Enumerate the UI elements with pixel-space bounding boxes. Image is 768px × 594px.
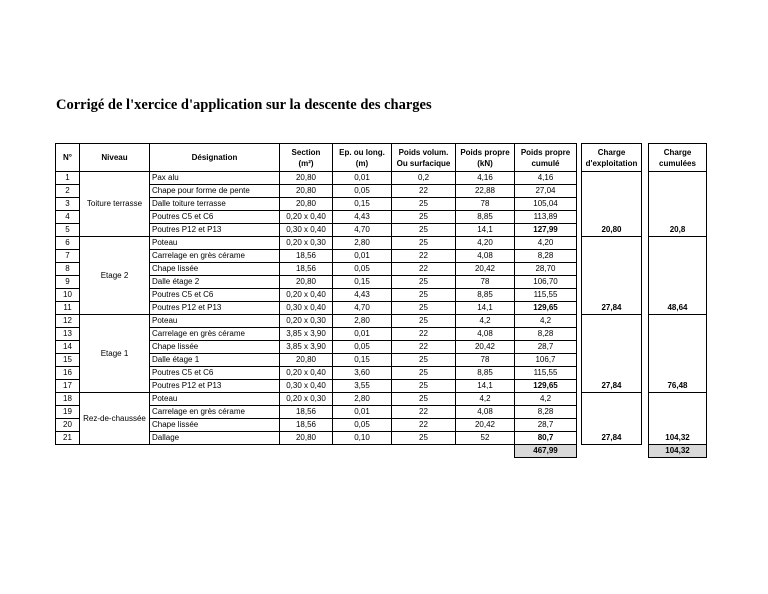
- section-cell: 0,20 x 0,30: [280, 393, 333, 406]
- ep-cell: 0,05: [333, 185, 392, 198]
- table-header-row: [56, 144, 707, 172]
- section-cell: 20,80: [280, 354, 333, 367]
- header-designation: Désignation: [150, 144, 280, 172]
- ep-cell: 4,43: [333, 289, 392, 302]
- poids-propre-cell: 20,42: [456, 341, 515, 354]
- column-gap: [642, 172, 649, 185]
- ep-cell: 0,05: [333, 419, 392, 432]
- poids-vol-cell: 25: [392, 380, 456, 393]
- row-number: 4: [56, 211, 80, 224]
- cumule-cell: 4,2: [515, 393, 577, 406]
- column-gap: [642, 289, 649, 302]
- designation-cell: Dalle étage 1: [150, 354, 280, 367]
- designation-cell: Poutres P12 et P13: [150, 380, 280, 393]
- cumule-cell: 28,7: [515, 341, 577, 354]
- poids-propre-cell: 78: [456, 354, 515, 367]
- header-exploitation-line2: d'exploitation: [585, 158, 638, 168]
- column-gap: [577, 367, 582, 380]
- table-row: [56, 393, 707, 406]
- column-gap: [642, 211, 649, 224]
- section-cell: 0,30 x 0,40: [280, 380, 333, 393]
- poids-vol-cell: 25: [392, 302, 456, 315]
- section-cell: 0,30 x 0,40: [280, 302, 333, 315]
- ep-cell: 0,05: [333, 263, 392, 276]
- level-name: Etage 2: [80, 237, 150, 315]
- poids-vol-cell: 22: [392, 419, 456, 432]
- ep-cell: 0,01: [333, 172, 392, 185]
- poids-propre-cell: 4,08: [456, 328, 515, 341]
- poids-propre-cell: 4,08: [456, 250, 515, 263]
- column-gap: [577, 432, 582, 445]
- poids-vol-cell: 22: [392, 263, 456, 276]
- header-exploitation: [582, 144, 642, 172]
- header-section-line1: Section: [291, 147, 321, 157]
- poids-propre-cell: 20,42: [456, 263, 515, 276]
- row-number: 18: [56, 393, 80, 406]
- header-cumulees-line1: Charge: [663, 147, 692, 157]
- column-gap: [642, 198, 649, 211]
- column-gap: [642, 144, 649, 172]
- cumule-cell: 80,7: [515, 432, 577, 445]
- column-gap: [642, 185, 649, 198]
- column-gap: [642, 367, 649, 380]
- poids-vol-cell: 25: [392, 367, 456, 380]
- column-gap: [577, 276, 582, 289]
- ep-cell: 0,10: [333, 432, 392, 445]
- column-gap: [642, 393, 649, 406]
- poids-propre-cell: 78: [456, 276, 515, 289]
- column-gap: [642, 276, 649, 289]
- table-body: [56, 172, 707, 458]
- designation-cell: Carrelage en grès cérame: [150, 406, 280, 419]
- column-gap: [577, 302, 582, 315]
- header-poids-propre-line1: Poids propre: [460, 147, 510, 157]
- total-poids-propre-cumule: 467,99: [515, 445, 577, 458]
- cumule-cell: 4,16: [515, 172, 577, 185]
- poids-vol-cell: 22: [392, 185, 456, 198]
- column-gap: [577, 419, 582, 432]
- totals-row: [56, 445, 707, 458]
- poids-propre-cell: 4,08: [456, 406, 515, 419]
- poids-propre-cell: 4,20: [456, 237, 515, 250]
- cumule-cell: 28,70: [515, 263, 577, 276]
- poids-propre-cell: 14,1: [456, 224, 515, 237]
- ep-cell: 3,60: [333, 367, 392, 380]
- ep-cell: 3,55: [333, 380, 392, 393]
- row-number: 19: [56, 406, 80, 419]
- cumule-cell: 115,55: [515, 289, 577, 302]
- ep-cell: 0,15: [333, 276, 392, 289]
- section-cell: 3,85 x 3,90: [280, 328, 333, 341]
- cumule-cell: 105,04: [515, 198, 577, 211]
- column-gap: [642, 341, 649, 354]
- ep-cell: 0,15: [333, 198, 392, 211]
- poids-vol-cell: 25: [392, 315, 456, 328]
- header-poids-vol-line1: Poids volum.: [398, 147, 449, 157]
- poids-propre-cell: 8,85: [456, 289, 515, 302]
- header-ep-unit: (m): [355, 158, 369, 168]
- charge-exploitation-cell: 20,80: [582, 172, 642, 237]
- row-number: 1: [56, 172, 80, 185]
- column-gap: [577, 289, 582, 302]
- cumule-cell: 113,89: [515, 211, 577, 224]
- column-gap: [577, 263, 582, 276]
- cumule-cell: 106,7: [515, 354, 577, 367]
- charge-cumulee-cell: 48,64: [649, 237, 707, 315]
- designation-cell: Poutres C5 et C6: [150, 367, 280, 380]
- section-cell: 20,80: [280, 276, 333, 289]
- designation-cell: Dalle toiture terrasse: [150, 198, 280, 211]
- row-number: 17: [56, 380, 80, 393]
- charge-exploitation-cell: 27,84: [582, 315, 642, 393]
- charge-cumulee-cell: 20,8: [649, 172, 707, 237]
- header-no: N°: [56, 144, 80, 172]
- cumule-cell: 106,70: [515, 276, 577, 289]
- column-gap: [642, 328, 649, 341]
- charge-cumulee-cell: 104,32: [649, 393, 707, 445]
- ep-cell: 2,80: [333, 393, 392, 406]
- poids-propre-cell: 4,16: [456, 172, 515, 185]
- header-poids-vol-line2: Ou surfacique: [396, 158, 451, 168]
- poids-vol-cell: 25: [392, 224, 456, 237]
- poids-propre-cell: 78: [456, 198, 515, 211]
- section-cell: 0,20 x 0,30: [280, 315, 333, 328]
- cumule-cell: 28,7: [515, 419, 577, 432]
- section-cell: 18,56: [280, 406, 333, 419]
- header-niveau: Niveau: [80, 144, 150, 172]
- column-gap: [577, 185, 582, 198]
- designation-cell: Poutres C5 et C6: [150, 211, 280, 224]
- column-gap: [577, 211, 582, 224]
- column-gap: [642, 250, 649, 263]
- poids-propre-cell: 14,1: [456, 302, 515, 315]
- row-number: 12: [56, 315, 80, 328]
- section-cell: 20,80: [280, 172, 333, 185]
- poids-propre-cell: 8,85: [456, 367, 515, 380]
- header-cumulees: [649, 144, 707, 172]
- column-gap: [642, 354, 649, 367]
- totals-spacer: [582, 445, 642, 458]
- poids-vol-cell: 25: [392, 211, 456, 224]
- level-name: Toiture terrasse: [80, 172, 150, 237]
- header-poids-vol: [392, 144, 456, 172]
- column-gap: [642, 237, 649, 250]
- cumule-cell: 4,20: [515, 237, 577, 250]
- designation-cell: Dallage: [150, 432, 280, 445]
- column-gap: [642, 406, 649, 419]
- cumule-cell: 27,04: [515, 185, 577, 198]
- ep-cell: 4,70: [333, 224, 392, 237]
- cumule-cell: 127,99: [515, 224, 577, 237]
- designation-cell: Poteau: [150, 393, 280, 406]
- cumule-cell: 8,28: [515, 250, 577, 263]
- header-poids-propre: [456, 144, 515, 172]
- row-number: 15: [56, 354, 80, 367]
- level-name: Etage 1: [80, 315, 150, 393]
- section-cell: 18,56: [280, 263, 333, 276]
- section-cell: 0,20 x 0,40: [280, 367, 333, 380]
- poids-propre-cell: 22,88: [456, 185, 515, 198]
- designation-cell: Chape lissée: [150, 263, 280, 276]
- cumule-cell: 8,28: [515, 328, 577, 341]
- cumule-cell: 129,65: [515, 302, 577, 315]
- ep-cell: 0,15: [333, 354, 392, 367]
- table-row: [56, 315, 707, 328]
- poids-propre-cell: 4,2: [456, 315, 515, 328]
- section-cell: 20,80: [280, 432, 333, 445]
- designation-cell: Poteau: [150, 237, 280, 250]
- designation-cell: Chape lissée: [150, 341, 280, 354]
- load-descent-table: [55, 143, 707, 458]
- section-cell: 0,30 x 0,40: [280, 224, 333, 237]
- ep-cell: 4,43: [333, 211, 392, 224]
- row-number: 5: [56, 224, 80, 237]
- poids-propre-cell: 52: [456, 432, 515, 445]
- column-gap: [577, 198, 582, 211]
- designation-cell: Carrelage en grès cérame: [150, 250, 280, 263]
- charge-cumulee-cell: 76,48: [649, 315, 707, 393]
- header-section-unit: (m²): [298, 158, 314, 168]
- poids-vol-cell: 0,2: [392, 172, 456, 185]
- row-number: 14: [56, 341, 80, 354]
- column-gap: [577, 380, 582, 393]
- poids-vol-cell: 22: [392, 328, 456, 341]
- column-gap: [577, 328, 582, 341]
- row-number: 13: [56, 328, 80, 341]
- poids-vol-cell: 22: [392, 406, 456, 419]
- row-number: 20: [56, 419, 80, 432]
- column-gap: [577, 354, 582, 367]
- header-section: [280, 144, 333, 172]
- poids-propre-cell: 14,1: [456, 380, 515, 393]
- column-gap: [577, 250, 582, 263]
- designation-cell: Poutres C5 et C6: [150, 289, 280, 302]
- header-cumule-line2: cumulé: [531, 158, 560, 168]
- section-cell: 20,80: [280, 198, 333, 211]
- poids-propre-cell: 8,85: [456, 211, 515, 224]
- header-cumulees-line2: cumulées: [659, 158, 696, 168]
- section-cell: 3,85 x 3,90: [280, 341, 333, 354]
- designation-cell: Poteau: [150, 315, 280, 328]
- section-cell: 0,20 x 0,40: [280, 289, 333, 302]
- designation-cell: Poutres P12 et P13: [150, 224, 280, 237]
- column-gap: [642, 263, 649, 276]
- row-number: 10: [56, 289, 80, 302]
- poids-vol-cell: 25: [392, 198, 456, 211]
- column-gap: [642, 445, 649, 458]
- designation-cell: Chape pour forme de pente: [150, 185, 280, 198]
- designation-cell: Dalle étage 2: [150, 276, 280, 289]
- document-title: Corrigé de l'xercice d'application sur la descente des charges: [56, 97, 432, 113]
- row-number: 9: [56, 276, 80, 289]
- column-gap: [577, 406, 582, 419]
- poids-vol-cell: 25: [392, 237, 456, 250]
- section-cell: 0,20 x 0,40: [280, 211, 333, 224]
- cumule-cell: 129,65: [515, 380, 577, 393]
- cumule-cell: 115,55: [515, 367, 577, 380]
- poids-vol-cell: 25: [392, 289, 456, 302]
- charge-exploitation-cell: 27,84: [582, 237, 642, 315]
- header-exploitation-line1: Charge: [597, 147, 626, 157]
- poids-vol-cell: 25: [392, 276, 456, 289]
- designation-cell: Pax alu: [150, 172, 280, 185]
- header-poids-propre-unit: (kN): [477, 158, 493, 168]
- column-gap: [577, 341, 582, 354]
- ep-cell: 0,01: [333, 406, 392, 419]
- ep-cell: 0,05: [333, 341, 392, 354]
- ep-cell: 2,80: [333, 237, 392, 250]
- row-number: 16: [56, 367, 80, 380]
- header-ep-line1: Ep. ou long.: [339, 147, 385, 157]
- section-cell: 18,56: [280, 419, 333, 432]
- ep-cell: 4,70: [333, 302, 392, 315]
- row-number: 21: [56, 432, 80, 445]
- section-cell: 20,80: [280, 185, 333, 198]
- poids-vol-cell: 22: [392, 341, 456, 354]
- poids-vol-cell: 25: [392, 432, 456, 445]
- column-gap: [577, 224, 582, 237]
- header-cumule: [515, 144, 577, 172]
- row-number: 7: [56, 250, 80, 263]
- column-gap: [642, 432, 649, 445]
- total-charge-cumulee: 104,32: [649, 445, 707, 458]
- designation-cell: Poutres P12 et P13: [150, 302, 280, 315]
- column-gap: [642, 315, 649, 328]
- ep-cell: 0,01: [333, 328, 392, 341]
- row-number: 2: [56, 185, 80, 198]
- column-gap: [642, 419, 649, 432]
- table-row: [56, 237, 707, 250]
- charge-exploitation-cell: 27,84: [582, 393, 642, 445]
- poids-propre-cell: 20,42: [456, 419, 515, 432]
- row-number: 6: [56, 237, 80, 250]
- ep-cell: 0,01: [333, 250, 392, 263]
- designation-cell: Chape lissée: [150, 419, 280, 432]
- poids-propre-cell: 4,2: [456, 393, 515, 406]
- column-gap: [642, 224, 649, 237]
- row-number: 11: [56, 302, 80, 315]
- header-ep: [333, 144, 392, 172]
- row-number: 3: [56, 198, 80, 211]
- cumule-cell: 4,2: [515, 315, 577, 328]
- level-name: Rez-de-chaussée: [80, 393, 150, 445]
- section-cell: 0,20 x 0,30: [280, 237, 333, 250]
- column-gap: [642, 302, 649, 315]
- column-gap: [642, 380, 649, 393]
- totals-spacer: [56, 445, 515, 458]
- poids-vol-cell: 25: [392, 393, 456, 406]
- cumule-cell: 8,28: [515, 406, 577, 419]
- designation-cell: Carrelage en grès cérame: [150, 328, 280, 341]
- ep-cell: 2,80: [333, 315, 392, 328]
- poids-vol-cell: 25: [392, 354, 456, 367]
- section-cell: 18,56: [280, 250, 333, 263]
- poids-vol-cell: 22: [392, 250, 456, 263]
- row-number: 8: [56, 263, 80, 276]
- header-cumule-line1: Poids propre: [520, 147, 571, 157]
- table-row: [56, 172, 707, 185]
